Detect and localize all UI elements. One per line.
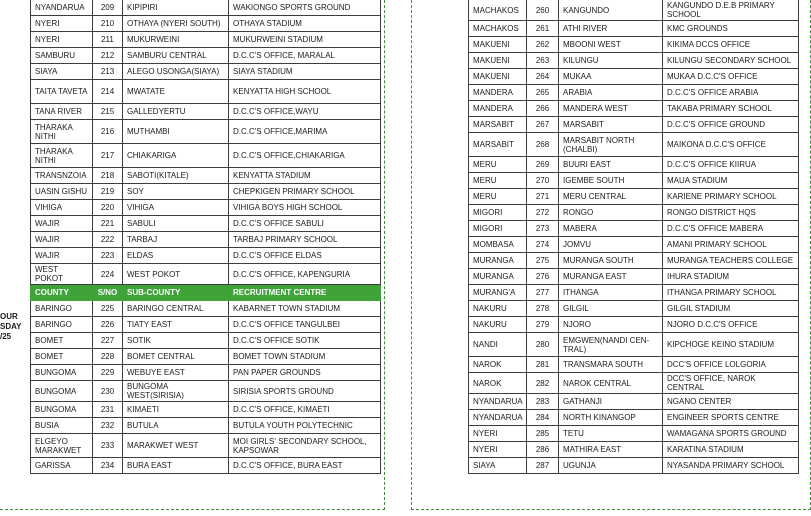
county-cell: MAKUENI xyxy=(469,53,527,69)
recruitment-centre-cell: D.C.C'S OFFICE SOTIK xyxy=(229,333,381,349)
recruitment-centre-cell: KMC GROUNDS xyxy=(663,21,799,37)
recruitment-centre-cell: D.C.C'S OFFICE,CHIAKARIGA xyxy=(229,144,381,168)
county-cell: WAJIR xyxy=(31,248,93,264)
recruitment-centre-cell: GILGIL STADIUM xyxy=(663,301,799,317)
recruitment-centre-cell: IHURA STADIUM xyxy=(663,269,799,285)
table-row xyxy=(31,232,381,248)
county-cell: NAROK xyxy=(469,357,527,373)
table-row xyxy=(469,173,799,189)
recruitment-centre-cell: D.C.C'S OFFICE, MARALAL xyxy=(229,48,381,64)
sub-county-cell: BOMET CENTRAL xyxy=(123,349,229,365)
table-header-row xyxy=(31,285,381,301)
table-row xyxy=(469,333,799,357)
serial-number-cell: 224 xyxy=(93,264,123,285)
serial-number-cell: 263 xyxy=(527,53,559,69)
serial-number-cell: 228 xyxy=(93,349,123,365)
sub-county-cell: SABULI xyxy=(123,216,229,232)
serial-number-cell: 233 xyxy=(93,434,123,458)
recruitment-centre-cell: D.C.C'S OFFICE, KIMAETI xyxy=(229,402,381,418)
table-row xyxy=(469,221,799,237)
serial-number-cell: 217 xyxy=(93,144,123,168)
sub-county-cell: BUTULA xyxy=(123,418,229,434)
recruitment-centre-cell: MUKURWEINI STADIUM xyxy=(229,32,381,48)
serial-number-cell: 274 xyxy=(527,237,559,253)
serial-number-cell: 275 xyxy=(527,253,559,269)
table-row xyxy=(31,264,381,285)
recruitment-centre-cell: NYASANDA PRIMARY SCHOOL xyxy=(663,458,799,474)
table-row xyxy=(31,216,381,232)
table-row xyxy=(469,301,799,317)
serial-number-cell: 276 xyxy=(527,269,559,285)
sub-county-cell: GATHANJI xyxy=(559,394,663,410)
column-header: RECRUITMENT CENTRE xyxy=(229,285,381,301)
recruitment-centre-cell: VIHIGA BOYS HIGH SCHOOL xyxy=(229,200,381,216)
serial-number-cell: 216 xyxy=(93,120,123,144)
serial-number-cell: 214 xyxy=(93,80,123,104)
sub-county-cell: MATHIRA EAST xyxy=(559,442,663,458)
county-cell: MARSABIT xyxy=(469,133,527,157)
recruitment-centre-cell: KIPCHOGE KEINO STADIUM xyxy=(663,333,799,357)
table-row xyxy=(31,248,381,264)
recruitment-centre-cell: D.C.C'S OFFICE GROUND xyxy=(663,117,799,133)
sub-county-cell: MARSABIT NORTH (CHALBI) xyxy=(559,133,663,157)
recruitment-centre-cell: NJORO D.C.C'S OFFICE xyxy=(663,317,799,333)
sub-county-cell: MUTHAMBI xyxy=(123,120,229,144)
serial-number-cell: 225 xyxy=(93,301,123,317)
table-row xyxy=(469,410,799,426)
recruitment-centre-cell: NGANO CENTER xyxy=(663,394,799,410)
table-row xyxy=(469,458,799,474)
serial-number-cell: 260 xyxy=(527,0,559,21)
sub-county-cell: KANGUNDO xyxy=(559,0,663,21)
table-row xyxy=(31,104,381,120)
table-row xyxy=(31,32,381,48)
serial-number-cell: 286 xyxy=(527,442,559,458)
county-cell: NYERI xyxy=(469,426,527,442)
serial-number-cell: 222 xyxy=(93,232,123,248)
sub-county-cell: MUKAA xyxy=(559,69,663,85)
sub-county-cell: BUNGOMA WEST(SIRISIA) xyxy=(123,381,229,402)
serial-number-cell: 227 xyxy=(93,333,123,349)
serial-number-cell: 215 xyxy=(93,104,123,120)
column-header: COUNTY xyxy=(31,285,93,301)
serial-number-cell: 213 xyxy=(93,64,123,80)
sub-county-cell: ITHANGA xyxy=(559,285,663,301)
sub-county-cell: IGEMBE SOUTH xyxy=(559,173,663,189)
table-row xyxy=(31,0,381,16)
county-cell: NYERI xyxy=(31,32,93,48)
sub-county-cell: NAROK CENTRAL xyxy=(559,373,663,394)
table-row xyxy=(469,133,799,157)
recruitment-centre-cell: KILUNGU SECONDARY SCHOOL xyxy=(663,53,799,69)
sub-county-cell: ELDAS xyxy=(123,248,229,264)
county-cell: MIGORI xyxy=(469,221,527,237)
table-row xyxy=(31,381,381,402)
recruitment-centre-cell: MURANGA TEACHERS COLLEGE xyxy=(663,253,799,269)
sub-county-cell: ARABIA xyxy=(559,85,663,101)
recruitment-centre-cell: MOI GIRLS' SECONDARY SCHOOL, KAPSOWAR xyxy=(229,434,381,458)
serial-number-cell: 266 xyxy=(527,101,559,117)
sub-county-cell: KIPIPIRI xyxy=(123,0,229,16)
recruitment-centre-cell: BUTULA YOUTH POLYTECHNIC xyxy=(229,418,381,434)
serial-number-cell: 232 xyxy=(93,418,123,434)
table-row xyxy=(31,365,381,381)
county-cell: NAKURU xyxy=(469,301,527,317)
county-cell: SIAYA xyxy=(31,64,93,80)
county-cell: VIHIGA xyxy=(31,200,93,216)
table-row xyxy=(31,200,381,216)
sub-county-cell: ALEGO USONGA(SIAYA) xyxy=(123,64,229,80)
sub-county-cell: KIMAETI xyxy=(123,402,229,418)
county-cell: BUNGOMA xyxy=(31,402,93,418)
serial-number-cell: 278 xyxy=(527,301,559,317)
table-row xyxy=(469,373,799,394)
recruitment-centre-cell: DCC'S OFFICE, NAROK CENTRAL xyxy=(663,373,799,394)
serial-number-cell: 285 xyxy=(527,426,559,442)
county-cell: BUNGOMA xyxy=(31,365,93,381)
table-row xyxy=(469,21,799,37)
sub-county-cell: BARINGO CENTRAL xyxy=(123,301,229,317)
county-cell: SIAYA xyxy=(469,458,527,474)
sub-county-cell: SOTIK xyxy=(123,333,229,349)
serial-number-cell: 264 xyxy=(527,69,559,85)
recruitment-centre-cell: SIAYA STADIUM xyxy=(229,64,381,80)
table-row xyxy=(31,333,381,349)
table-row xyxy=(469,394,799,410)
county-cell: MANDERA xyxy=(469,85,527,101)
county-cell: MOMBASA xyxy=(469,237,527,253)
county-cell: BOMET xyxy=(31,349,93,365)
county-cell: TAITA TAVETA xyxy=(31,80,93,104)
left-table-body xyxy=(31,0,381,474)
recruitment-centre-cell: D.C.C'S OFFICE,WAYU xyxy=(229,104,381,120)
county-cell: WAJIR xyxy=(31,216,93,232)
recruitment-centre-cell: KENYATTA STADIUM xyxy=(229,168,381,184)
table-row xyxy=(31,64,381,80)
recruitment-centre-cell: D.C.C'S OFFICE,MARIMA xyxy=(229,120,381,144)
table-row xyxy=(31,349,381,365)
county-cell: NYANDARUA xyxy=(469,410,527,426)
sub-county-cell: BURA EAST xyxy=(123,458,229,474)
table-row xyxy=(31,418,381,434)
serial-number-cell: 212 xyxy=(93,48,123,64)
serial-number-cell: 219 xyxy=(93,184,123,200)
county-cell: MERU xyxy=(469,157,527,173)
sub-county-cell: MUKURWEINI xyxy=(123,32,229,48)
county-cell: GARISSA xyxy=(31,458,93,474)
county-cell: NYANDARUA xyxy=(31,0,93,16)
table-row xyxy=(31,402,381,418)
serial-number-cell: 279 xyxy=(527,317,559,333)
sub-county-cell: MARAKWET WEST xyxy=(123,434,229,458)
recruitment-centre-cell: AMANI PRIMARY SCHOOL xyxy=(663,237,799,253)
county-cell: NYERI xyxy=(31,16,93,32)
recruitment-centre-cell: ITHANGA PRIMARY SCHOOL xyxy=(663,285,799,301)
table-row xyxy=(31,80,381,104)
county-cell: MURANG'A xyxy=(469,285,527,301)
county-cell: BOMET xyxy=(31,333,93,349)
recruitment-centre-cell: ENGINEER SPORTS CENTRE xyxy=(663,410,799,426)
side-note xyxy=(0,312,20,342)
serial-number-cell: 229 xyxy=(93,365,123,381)
table-row xyxy=(469,317,799,333)
county-cell: MERU xyxy=(469,173,527,189)
recruitment-centre-cell: TAKABA PRIMARY SCHOOL xyxy=(663,101,799,117)
table-row xyxy=(469,285,799,301)
recruitment-centre-cell: MAUA STADIUM xyxy=(663,173,799,189)
county-cell: THARAKA NITHI xyxy=(31,144,93,168)
county-cell: WAJIR xyxy=(31,232,93,248)
table-row xyxy=(31,120,381,144)
recruitment-centre-cell: KANGUNDO D.E.B PRIMARY SCHOOL xyxy=(663,0,799,21)
sub-county-cell: GALLEDYERTU xyxy=(123,104,229,120)
sub-county-cell: TETU xyxy=(559,426,663,442)
side-note-line: SDAY xyxy=(0,322,22,331)
serial-number-cell: 209 xyxy=(93,0,123,16)
column-header: S/NO xyxy=(93,285,123,301)
left-recruitment-table xyxy=(30,0,381,474)
county-cell: TANA RIVER xyxy=(31,104,93,120)
table-row xyxy=(469,117,799,133)
county-cell: ELGEYO MARAKWET xyxy=(31,434,93,458)
recruitment-centre-cell: CHEPKIGEN PRIMARY SCHOOL xyxy=(229,184,381,200)
county-cell: SAMBURU xyxy=(31,48,93,64)
county-cell: NAKURU xyxy=(469,317,527,333)
county-cell: MERU xyxy=(469,189,527,205)
table-row xyxy=(469,37,799,53)
recruitment-centre-cell: MAIKONA D.C.C'S OFFICE xyxy=(663,133,799,157)
serial-number-cell: 223 xyxy=(93,248,123,264)
recruitment-centre-cell: D.C.C'S OFFICE SABULI xyxy=(229,216,381,232)
recruitment-centre-cell: KABARNET TOWN STADIUM xyxy=(229,301,381,317)
county-cell: MACHAKOS xyxy=(469,21,527,37)
table-row xyxy=(31,184,381,200)
recruitment-centre-cell: SIRISIA SPORTS GROUND xyxy=(229,381,381,402)
table-row xyxy=(31,434,381,458)
table-row xyxy=(31,301,381,317)
sub-county-cell: GILGIL xyxy=(559,301,663,317)
serial-number-cell: 268 xyxy=(527,133,559,157)
sub-county-cell: MARSABIT xyxy=(559,117,663,133)
sub-county-cell: WEST POKOT xyxy=(123,264,229,285)
table-row xyxy=(469,69,799,85)
right-table-body xyxy=(469,0,799,474)
county-cell: MURANGA xyxy=(469,253,527,269)
county-cell: MAKUENI xyxy=(469,37,527,53)
sub-county-cell: UGUNJA xyxy=(559,458,663,474)
recruitment-centre-cell: BOMET TOWN STADIUM xyxy=(229,349,381,365)
county-cell: MIGORI xyxy=(469,205,527,221)
sub-county-cell: NJORO xyxy=(559,317,663,333)
recruitment-centre-cell: KARIENE PRIMARY SCHOOL xyxy=(663,189,799,205)
serial-number-cell: 234 xyxy=(93,458,123,474)
county-cell: BARINGO xyxy=(31,317,93,333)
sub-county-cell: MABERA xyxy=(559,221,663,237)
table-row xyxy=(469,85,799,101)
side-note-line: OUR xyxy=(0,312,18,321)
county-cell: BUNGOMA xyxy=(31,381,93,402)
sub-county-cell: NORTH KINANGOP xyxy=(559,410,663,426)
county-cell: THARAKA NITHI xyxy=(31,120,93,144)
county-cell: MURANGA xyxy=(469,269,527,285)
sub-county-cell: MWATATE xyxy=(123,80,229,104)
sub-county-cell: SOY xyxy=(123,184,229,200)
serial-number-cell: 221 xyxy=(93,216,123,232)
sub-county-cell: OTHAYA (NYERI SOUTH) xyxy=(123,16,229,32)
sub-county-cell: WEBUYE EAST xyxy=(123,365,229,381)
table-row xyxy=(469,237,799,253)
recruitment-centre-cell: D.C.C'S OFFICE KIIRUA xyxy=(663,157,799,173)
county-cell: MANDERA xyxy=(469,101,527,117)
table-row xyxy=(31,458,381,474)
table-row xyxy=(469,442,799,458)
sub-county-cell: TRANSMARA SOUTH xyxy=(559,357,663,373)
table-row xyxy=(31,168,381,184)
sub-county-cell: MURANGA EAST xyxy=(559,269,663,285)
recruitment-centre-cell: WAMAGANA SPORTS GROUND xyxy=(663,426,799,442)
county-cell: UASIN GISHU xyxy=(31,184,93,200)
county-cell: MAKUENI xyxy=(469,69,527,85)
right-recruitment-table xyxy=(468,0,799,474)
sub-county-cell: TIATY EAST xyxy=(123,317,229,333)
serial-number-cell: 271 xyxy=(527,189,559,205)
column-header: SUB-COUNTY xyxy=(123,285,229,301)
table-row xyxy=(31,144,381,168)
serial-number-cell: 226 xyxy=(93,317,123,333)
recruitment-centre-cell: MUKAA D.C.C'S OFFICE xyxy=(663,69,799,85)
serial-number-cell: 265 xyxy=(527,85,559,101)
table-row xyxy=(469,157,799,173)
recruitment-centre-cell: DCC'S OFFICE LOLGORIA xyxy=(663,357,799,373)
county-cell: BUSIA xyxy=(31,418,93,434)
recruitment-centre-cell: WAKIONGO SPORTS GROUND xyxy=(229,0,381,16)
sub-county-cell: MANDERA WEST xyxy=(559,101,663,117)
serial-number-cell: 231 xyxy=(93,402,123,418)
table-row xyxy=(469,189,799,205)
county-cell: BARINGO xyxy=(31,301,93,317)
serial-number-cell: 280 xyxy=(527,333,559,357)
table-row xyxy=(469,426,799,442)
table-row xyxy=(31,16,381,32)
county-cell: TRANSNZOIA xyxy=(31,168,93,184)
serial-number-cell: 281 xyxy=(527,357,559,373)
county-cell: MARSABIT xyxy=(469,117,527,133)
serial-number-cell: 273 xyxy=(527,221,559,237)
serial-number-cell: 277 xyxy=(527,285,559,301)
county-cell: MACHAKOS xyxy=(469,0,527,21)
recruitment-centre-cell: KENYATTA HIGH SCHOOL xyxy=(229,80,381,104)
recruitment-centre-cell: D.C.C'S OFFICE ARABIA xyxy=(663,85,799,101)
recruitment-centre-cell: OTHAYA STADIUM xyxy=(229,16,381,32)
sub-county-cell: CHIAKARIGA xyxy=(123,144,229,168)
county-cell: NYERI xyxy=(469,442,527,458)
recruitment-centre-cell: PAN PAPER GROUNDS xyxy=(229,365,381,381)
county-cell: NYANDARUA xyxy=(469,394,527,410)
serial-number-cell: 267 xyxy=(527,117,559,133)
county-cell: NANDI xyxy=(469,333,527,357)
table-row xyxy=(31,317,381,333)
table-row xyxy=(469,269,799,285)
side-note-line: /25 xyxy=(0,332,12,341)
recruitment-centre-cell: KARATINA STADIUM xyxy=(663,442,799,458)
recruitment-centre-cell: D.C.C'S OFFICE MABERA xyxy=(663,221,799,237)
sub-county-cell: EMGWEN(NANDI CEN-TRAL) xyxy=(559,333,663,357)
serial-number-cell: 220 xyxy=(93,200,123,216)
recruitment-centre-cell: D.C.C'S OFFICE, BURA EAST xyxy=(229,458,381,474)
recruitment-centre-cell: D.C.C'S OFFICE ELDAS xyxy=(229,248,381,264)
sub-county-cell: RONGO xyxy=(559,205,663,221)
serial-number-cell: 261 xyxy=(527,21,559,37)
recruitment-centre-cell: RONGO DISTRICT HQS xyxy=(663,205,799,221)
sub-county-cell: MURANGA SOUTH xyxy=(559,253,663,269)
serial-number-cell: 270 xyxy=(527,173,559,189)
serial-number-cell: 262 xyxy=(527,37,559,53)
recruitment-centre-cell: D.C.C'S OFFICE, KAPENGURIA xyxy=(229,264,381,285)
serial-number-cell: 282 xyxy=(527,373,559,394)
county-cell: NAROK xyxy=(469,373,527,394)
serial-number-cell: 230 xyxy=(93,381,123,402)
serial-number-cell: 272 xyxy=(527,205,559,221)
serial-number-cell: 211 xyxy=(93,32,123,48)
table-row xyxy=(469,101,799,117)
sub-county-cell: BUURI EAST xyxy=(559,157,663,173)
serial-number-cell: 269 xyxy=(527,157,559,173)
sub-county-cell: TARBAJ xyxy=(123,232,229,248)
sub-county-cell: MERU CENTRAL xyxy=(559,189,663,205)
sub-county-cell: SAMBURU CENTRAL xyxy=(123,48,229,64)
recruitment-centre-cell: TARBAJ PRIMARY SCHOOL xyxy=(229,232,381,248)
serial-number-cell: 287 xyxy=(527,458,559,474)
serial-number-cell: 210 xyxy=(93,16,123,32)
table-row xyxy=(469,205,799,221)
county-cell: WEST POKOT xyxy=(31,264,93,285)
table-row xyxy=(469,253,799,269)
sub-county-cell: JOMVU xyxy=(559,237,663,253)
sub-county-cell: MBOONI WEST xyxy=(559,37,663,53)
table-row xyxy=(469,357,799,373)
recruitment-centre-cell: KIKIMA DCCS OFFICE xyxy=(663,37,799,53)
table-row xyxy=(469,0,799,21)
table-row xyxy=(469,53,799,69)
serial-number-cell: 218 xyxy=(93,168,123,184)
table-row xyxy=(31,48,381,64)
serial-number-cell: 284 xyxy=(527,410,559,426)
sub-county-cell: SABOTI(KITALE) xyxy=(123,168,229,184)
sub-county-cell: KILUNGU xyxy=(559,53,663,69)
recruitment-centre-cell: D.C.C'S OFFICE TANGULBEI xyxy=(229,317,381,333)
serial-number-cell: 283 xyxy=(527,394,559,410)
sub-county-cell: VIHIGA xyxy=(123,200,229,216)
sub-county-cell: ATHI RIVER xyxy=(559,21,663,37)
